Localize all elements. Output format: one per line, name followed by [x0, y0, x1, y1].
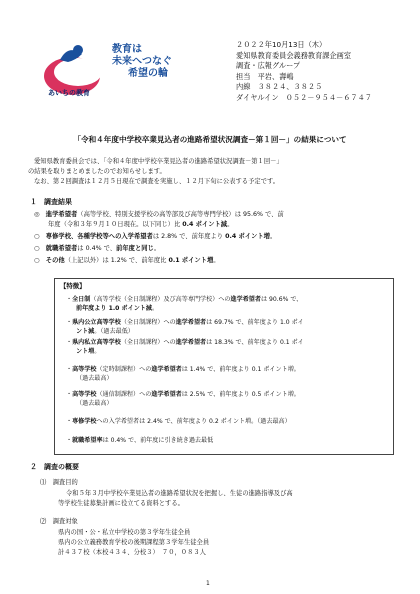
result-item: ○ 専修学校、各種学校等への入学希望者は 2.8% で、前年度より 0.4 ポイント増。 — [34, 233, 277, 240]
feature-item: ・高等学校（通信制課程）への進学希望者は 2.5% で、前年度より 0.5 ポイント増。 — [66, 391, 300, 398]
feature-item: ・就職希望率は 0.4% で、前年度に引き続き過去最低 — [66, 437, 214, 444]
logo-line1: 教育は — [112, 44, 142, 55]
purpose-line-2: 等学校生徒募集計画に役立てる資料とする。 — [58, 500, 184, 507]
logo-badge: あいちの教育 — [48, 89, 90, 97]
feature-item: ・県内公立高等学校（全日制課程）への進学希望者は 69.7% で、前年度より 1.0 ポイ — [66, 319, 304, 326]
section-2-heading: ２ 調査の概要 — [30, 463, 79, 471]
features-title: 【特徴】 — [60, 282, 86, 290]
feature-item: ・専修学校への入学希望者は 2.4% で、前年度より 0.2 ポイント増。（過去最高） — [66, 418, 291, 425]
section-1-heading: １ 調査結果 — [30, 198, 72, 206]
target-heading: ⑵ 調査対象 — [40, 518, 78, 525]
purpose-heading: ⑴ 調査目的 — [40, 479, 78, 486]
group: 調査・広報グループ — [236, 61, 301, 71]
document-title: 「令和４年度中学校卒業見込者の進路希望状況調査－第１回－」の結果について — [73, 135, 347, 144]
extension: 内線 ３８２４、３８２５ — [236, 82, 323, 92]
feature-item-cont: ント減。（過去最低） — [76, 328, 134, 335]
staff: 担当 平岩、壽嶋 — [236, 71, 294, 81]
target-line-2: 県内の公立義務教育学校の後期課程第３学年生徒全員 — [58, 539, 210, 546]
department: 愛知県教育委員会義務教育課企画室 — [236, 50, 352, 60]
page-number: 1 — [206, 580, 210, 587]
feature-item-cont: （過去最高） — [76, 400, 113, 407]
release-date: ２０２２年10月13日（木） — [236, 40, 327, 49]
feature-item-cont: ント増。 — [76, 348, 101, 355]
feature-item-cont: 前年度より 1.0 ポイント減。 — [76, 305, 159, 312]
feature-item: ・県内私立高等学校（全日制課程）への進学希望者は 18.3% で、前年度より 0.1 ポイ — [66, 339, 304, 346]
target-line-1: 県内の国・公・私立中学校の第３学年生徒全員 — [58, 529, 191, 536]
intro-line-1: 愛知県教育委員会では、「令和４年度中学校卒業見込者の進路希望状況調査－第１回－」 — [34, 158, 283, 165]
purpose-line-1: 令和５年３月中学校卒業見込者の進路希望状況を把握し、生徒の進路指導及び高 — [66, 490, 293, 497]
logo-line2: 未来へつなぐ — [112, 56, 172, 67]
result-item: ○ 就職希望者は 0.4% で、前年度と同じ。 — [34, 245, 161, 252]
feature-item: ・高等学校（定時制課程）への進学希望者は 1.4% で、前年度より 0.1 ポイント増。 — [66, 366, 300, 373]
feature-item-cont: （過去最高） — [76, 375, 113, 382]
result-item: ◎ 進学希望者（高等学校、特別支援学校の高等部及び高等専門学校）は 95.6% で、前 — [34, 211, 284, 218]
feature-item: ・全日制（高等学校（全日制課程）及び高等専門学校）への進学希望者は 90.6% で、 — [66, 296, 303, 303]
intro-line-3: なお、第２回調査は１２月５日現在で調査を実施し、１２月下旬に公表する予定です。 — [34, 178, 280, 185]
target-line-3: 計４３７校（本校４３４、分校３） ７０，０８３人 — [58, 549, 206, 556]
intro-line-2: の結果を取りまとめましたのでお知らせします。 — [28, 168, 166, 175]
dial-in: ダイヤルイン ０５２－９５４－６７４７ — [236, 92, 372, 102]
result-item: ○ その他（上記以外）は 1.2% で、前年度比 0.1 ポイント増。 — [34, 257, 220, 264]
contact-block — [236, 40, 372, 104]
logo-line3: 希望の輪 — [128, 68, 168, 79]
logo — [38, 40, 198, 104]
result-item-cont: 年度（令和３年９月１０日現在。以下同じ）比 0.4 ポイント減。 — [48, 221, 234, 228]
